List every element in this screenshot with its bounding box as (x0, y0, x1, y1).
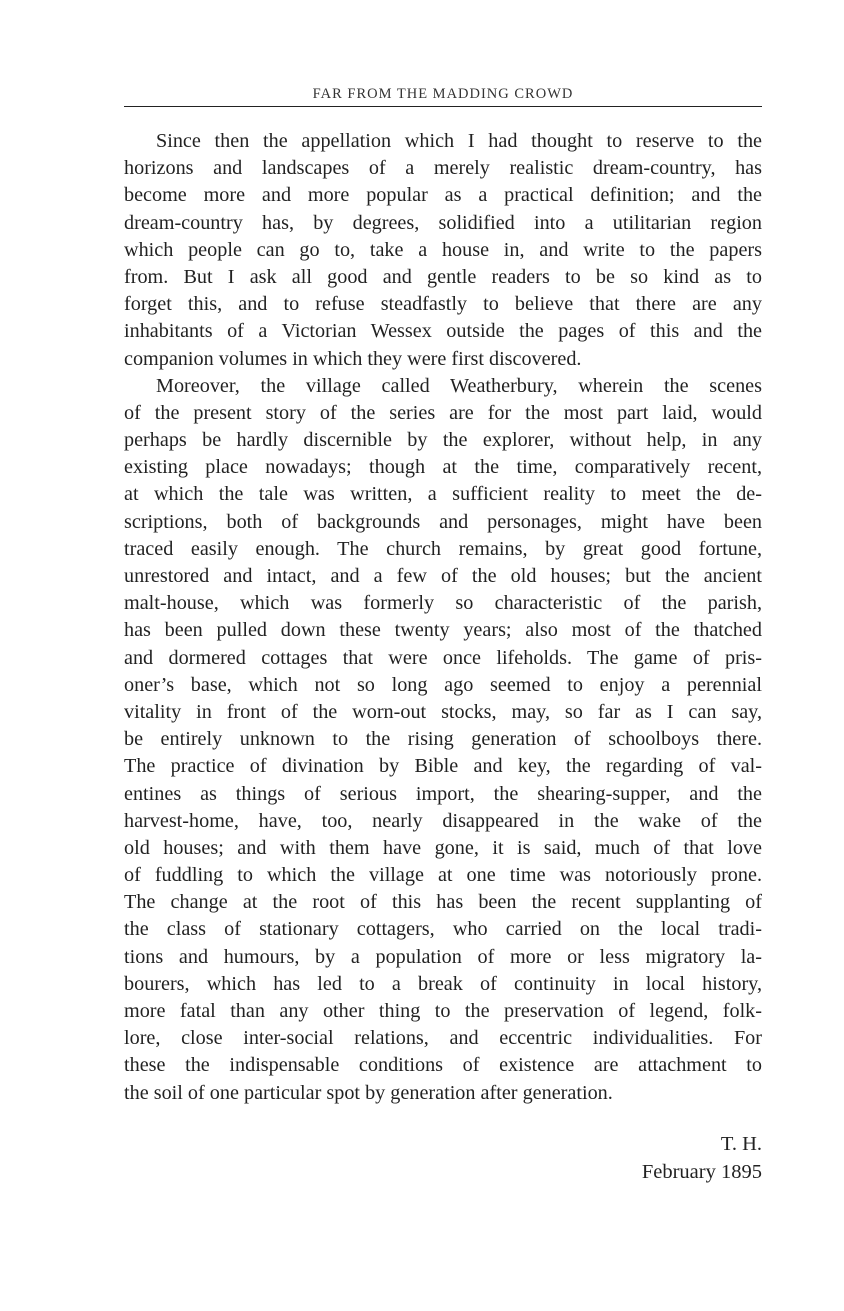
text-line: traced easily enough. The church remains, by great good fortune, (124, 537, 762, 560)
text-line: vitality in front of the worn-out stocks, may, so far as I can say, (124, 700, 762, 723)
text-line: which people can go to, take a house in, and write to the papers (124, 238, 762, 261)
signature-initials: T. H. (720, 1133, 762, 1155)
paragraph-1 (124, 128, 762, 373)
text-line: and dormered cottages that were once lifeholds. The game of pris- (124, 646, 762, 669)
running-head: FAR FROM THE MADDING CROWD (312, 86, 574, 102)
text-line: has been pulled down these twenty years; also most of the thatched (124, 619, 762, 642)
text-line: unrestored and intact, and a few of the old houses; but the ancient (124, 565, 762, 587)
text-line: existing place nowadays; though at the time, comparatively recent, (124, 456, 762, 479)
text-line: of fuddling to which the village at one time was notoriously prone. (124, 864, 762, 887)
text-line: horizons and landscapes of a merely realistic dream-country, has (124, 157, 762, 180)
text-line: companion volumes in which they were first discovered. (124, 347, 582, 370)
text-line: perhaps be hardly discernible by the explorer, without help, in any (124, 429, 762, 452)
text-line: the soil of one particular spot by generation after generation. (124, 1081, 613, 1104)
paragraph-2 (124, 373, 762, 1107)
text-line: tions and humours, by a population of more or less migratory la- (124, 945, 762, 968)
text-line: entines as things of serious import, the shearing-supper, and the (124, 782, 762, 805)
text-line: the class of stationary cottagers, who carried on the local tradi- (124, 918, 762, 941)
text-line: dream-country has, by degrees, solidified into a utilitarian region (124, 211, 762, 234)
text-line: Moreover, the village called Weatherbury, wherein the scenes (156, 374, 762, 397)
text-line: The change at the root of this has been the recent supplanting of (124, 891, 762, 914)
text-line: malt-house, which was formerly so characteristic of the parish, (124, 592, 762, 615)
text-line: oner’s base, which not so long ago seemed to enjoy a perennial (124, 673, 762, 696)
text-line: lore, close inter-social relations, and eccentric individualities. For (124, 1027, 762, 1050)
signature-date: February 1895 (641, 1161, 762, 1183)
text-line: more fatal than any other thing to the preservation of legend, folk- (124, 1000, 762, 1022)
text-line: bourers, which has led to a break of continuity in local history, (124, 972, 762, 995)
text-line: old houses; and with them have gone, it is said, much of that love (124, 836, 762, 859)
text-line: forget this, and to refuse steadfastly to believe that there are any (124, 293, 762, 316)
body-text (124, 128, 762, 1107)
text-line: from. But I ask all good and gentle readers to be so kind as to (124, 265, 762, 288)
text-line: harvest-home, have, too, nearly disappeared in the wake of the (124, 809, 762, 832)
text-line: The practice of divination by Bible and key, the regarding of val- (124, 755, 762, 778)
text-line: scriptions, both of backgrounds and personages, might have been (124, 510, 762, 533)
text-line: Since then the appellation which I had thought to reserve to the (156, 130, 762, 152)
text-line: inhabitants of a Victorian Wessex outside the pages of this and the (124, 320, 762, 343)
text-line: be entirely unknown to the rising generation of schoolboys there. (124, 728, 762, 751)
text-line: become more and more popular as a practical definition; and the (124, 184, 762, 207)
header-rule (124, 106, 762, 107)
text-line: of the present story of the series are for the most part laid, would (124, 401, 762, 424)
text-line: these the indispensable conditions of existence are attachment to (124, 1054, 762, 1077)
text-line: at which the tale was written, a sufficient reality to meet the de- (124, 483, 762, 506)
